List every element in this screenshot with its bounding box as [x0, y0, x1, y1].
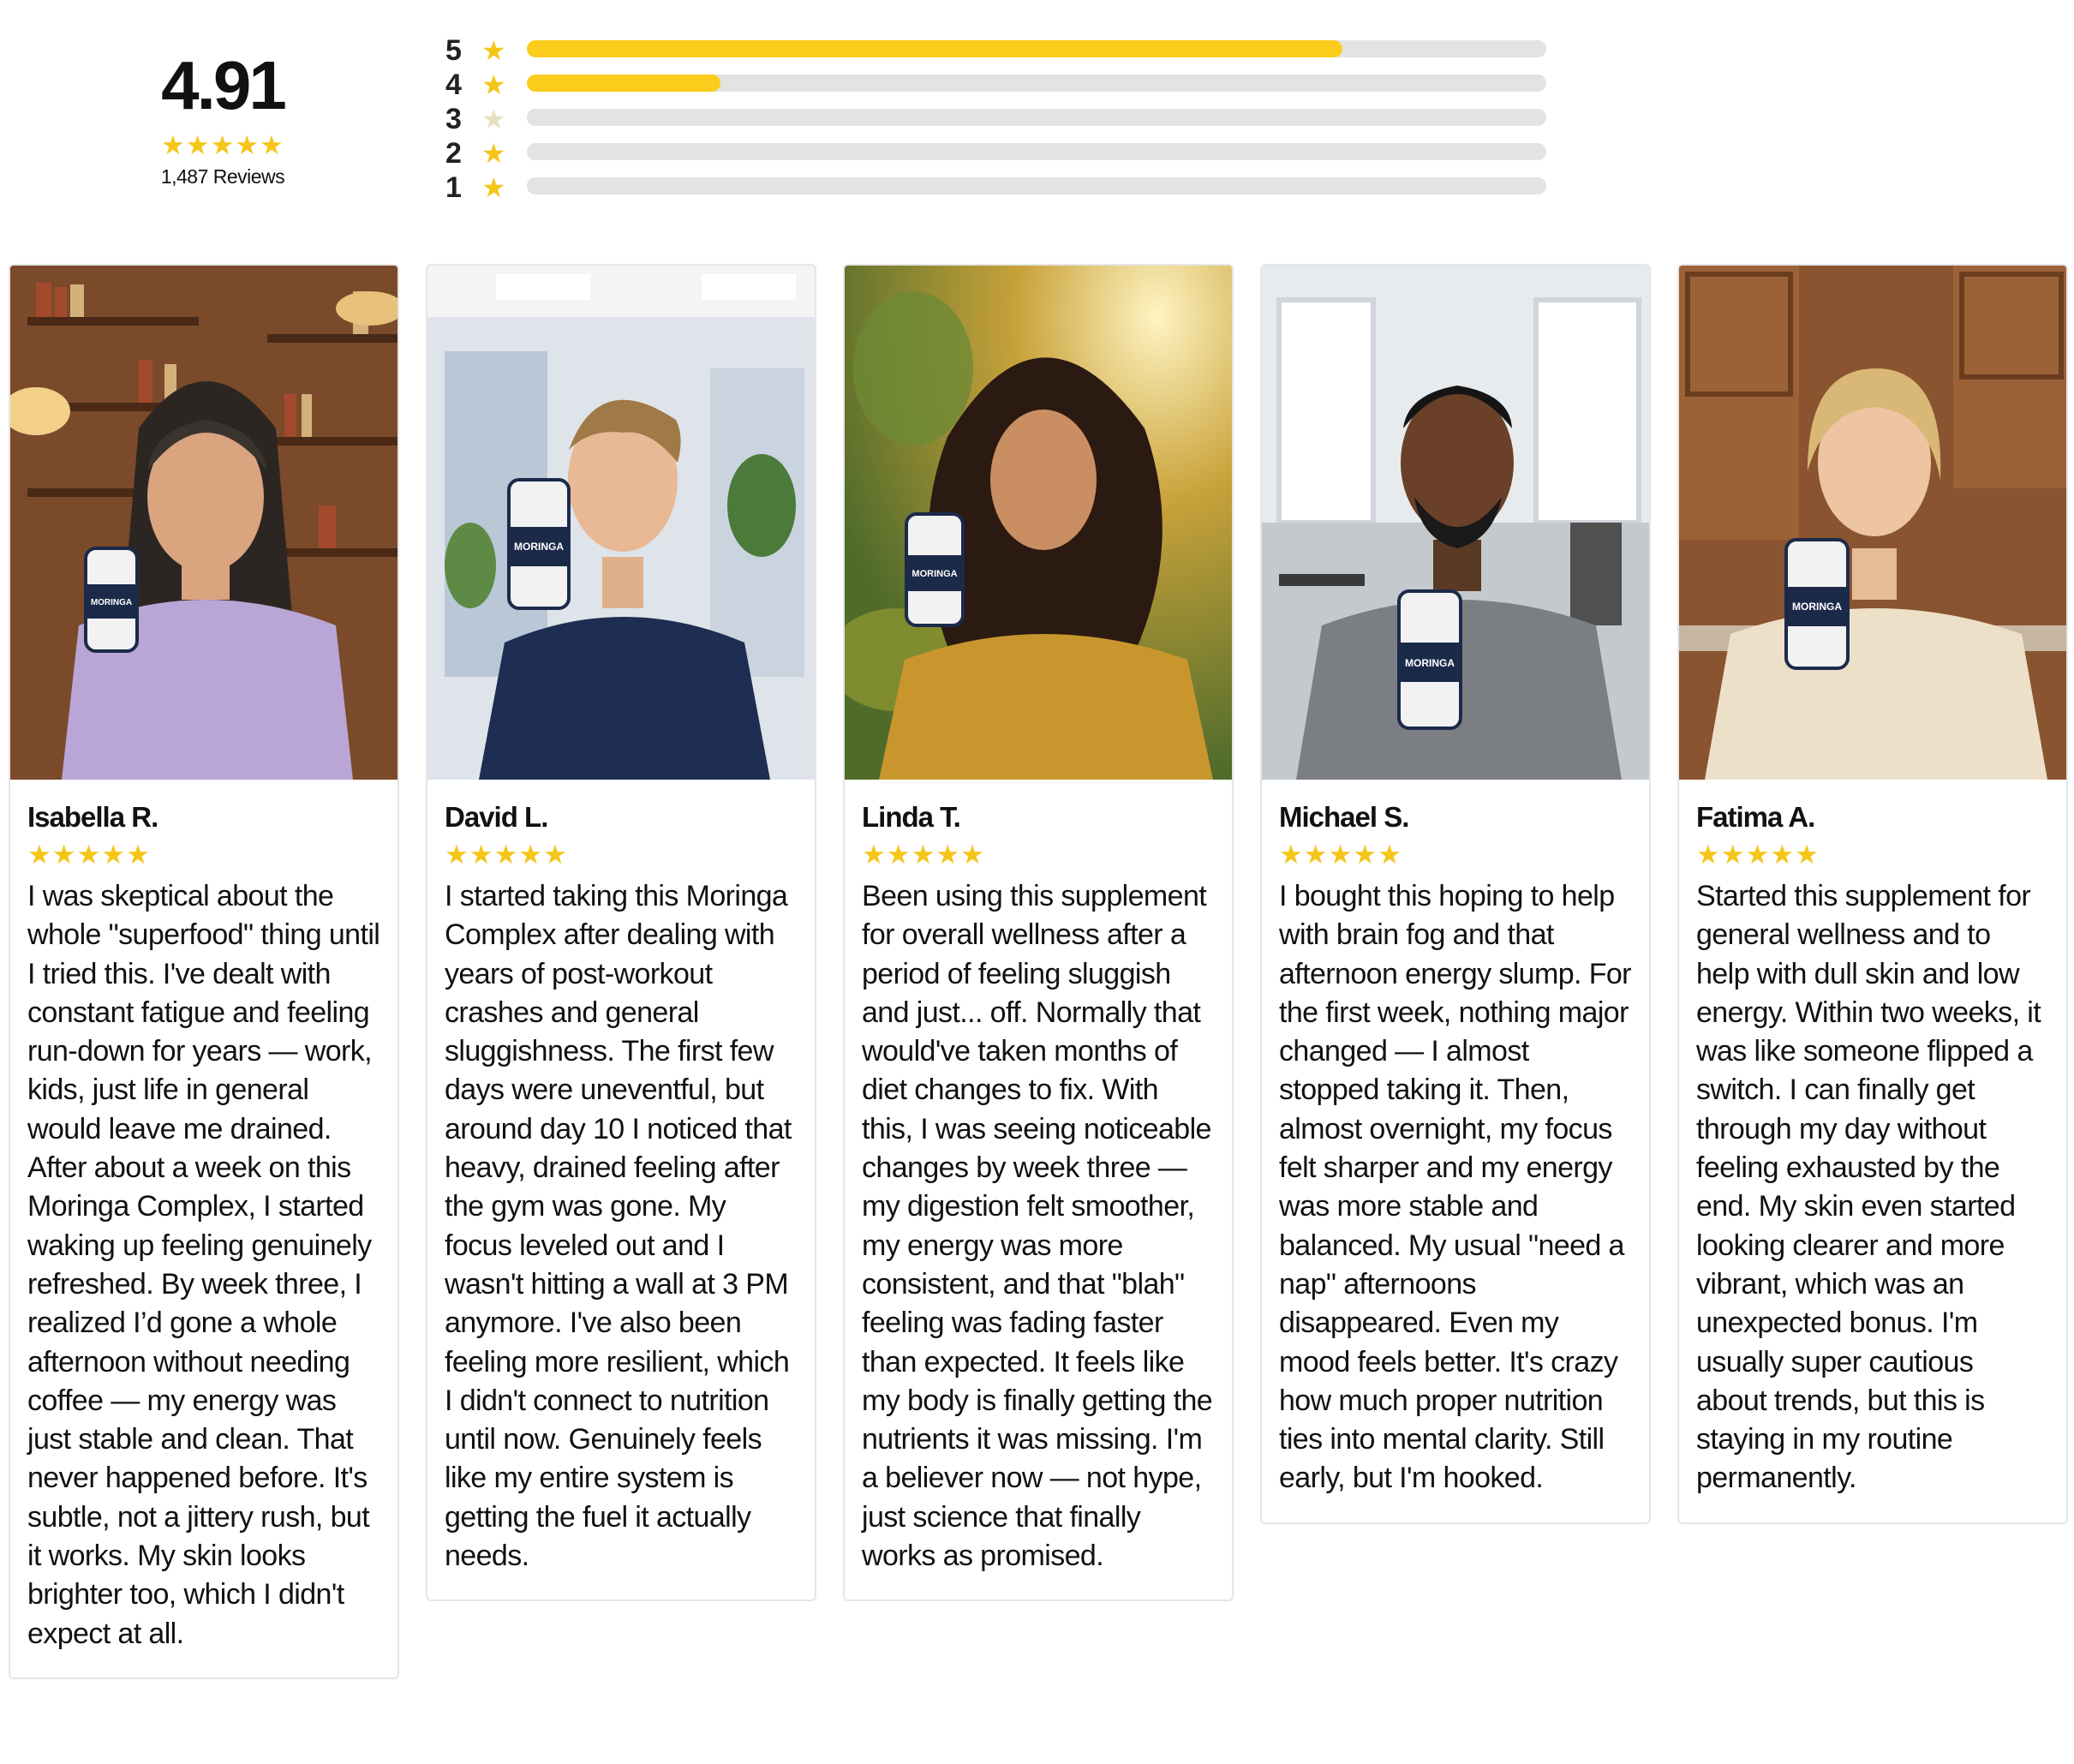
rating-bar-track [527, 75, 1546, 92]
rating-row-3[interactable] [445, 103, 1551, 137]
rating-row-4[interactable] [445, 69, 1551, 103]
rating-row-5[interactable] [445, 34, 1551, 69]
rating-bar-track [527, 177, 1546, 194]
average-stars: ★★★★★ [161, 130, 284, 160]
rating-row-1[interactable] [445, 171, 1551, 206]
rating-row-label: 2 [445, 137, 462, 170]
review-text: I bought this hoping to help with brain fog and that afternoon energy slump. For the first week, nothing major changed — I almost stopped taking it. Then, almost overnight, my focus felt sharper and my energy was more stable and balanced. My usual "need a nap" afternoons disappeared. Even my mood feels better. It's crazy how much proper nutrition ties into mental clarity. Still early, but I'm hooked. [1279, 880, 1631, 1495]
bottle-label: MORINGA [1405, 657, 1455, 669]
review-text: I started taking this Moringa Complex after dealing with years of post-workout crashes and general sluggishness. The first few days were uneventful, but around day 10 I noticed that heavy, drained feeling after the gym was gone. My focus leveled out and I wasn't hitting a wall at 3 PM anymore. I've also been feeling more resilient, which I didn't connect to nutrition until now. Genuinely feels like my entire system is getting the fuel it actually needs. [445, 880, 792, 1573]
rating-summary [129, 47, 317, 188]
star-icon: ★ [481, 172, 506, 203]
reviewer-name: Michael S. [1279, 801, 1409, 833]
review-stars: ★★★★★ [445, 840, 568, 870]
rating-row-label: 1 [445, 171, 462, 204]
review-stars: ★★★★★ [27, 840, 151, 870]
reviewer-name: Linda T. [862, 801, 960, 833]
star-icon: ★ [481, 104, 506, 135]
rating-row-label: 5 [445, 34, 462, 67]
review-count: 1,487 Reviews [160, 165, 285, 188]
reviewer-photo [10, 266, 397, 780]
review-card[interactable] [426, 264, 816, 1601]
review-text: I was skeptical about the whole "superfood" thing until I tried this. I've dealt with constant fatigue and feeling run-down for years — work, kids, just life in general would leave me drained. After about a week on this Moringa Complex, I started waking up feeling genuinely refreshed. By week three, I realized I’d gone a whole afternoon without needing coffee — my energy was just stable and clean. That never happened before. It's subtle, not a jittery rush, but it works. My skin looks brighter too, which I didn't expect at all. [27, 880, 380, 1650]
review-text: Started this supplement for general wellness and to help with dull skin and low energy. Within two weeks, it was like someone flipped a switch. I can finally get through my day without feeling exhausted by the end. My skin even started looking clearer and more vibrant, which was an unexpected bonus. I'm usually super cautious about trends, but this is staying in my routine permanently. [1696, 880, 2041, 1495]
rating-bar-track [527, 40, 1546, 57]
rating-bar-fill [527, 75, 720, 92]
star-icon: ★ [481, 69, 506, 100]
reviewer-photo [1679, 266, 2066, 780]
reviewer-photo [1262, 266, 1649, 780]
bottle-label: MORINGA [90, 598, 133, 607]
rating-bar-track [527, 143, 1546, 160]
bottle-label: MORINGA [911, 569, 958, 579]
star-icon: ★ [481, 138, 506, 169]
review-card[interactable] [843, 264, 1234, 1601]
reviewer-photo [845, 266, 1232, 780]
reviewer-name: Fatima A. [1696, 801, 1815, 833]
reviewer-photo-illustration [1679, 266, 2066, 780]
review-stars: ★★★★★ [1279, 840, 1402, 870]
star-icon: ★ [481, 35, 506, 66]
rating-row-2[interactable] [445, 137, 1551, 171]
bottle-label: MORINGA [1792, 601, 1842, 613]
reviewer-photo-illustration [845, 266, 1232, 780]
average-rating: 4.91 [161, 47, 284, 123]
reviewer-photo [427, 266, 815, 780]
rating-row-label: 4 [445, 69, 462, 101]
reviewer-name: Isabella R. [27, 801, 158, 833]
review-card[interactable] [1677, 264, 2068, 1524]
bottle-label: MORINGA [514, 541, 564, 553]
review-stars: ★★★★★ [1696, 840, 1820, 870]
review-card[interactable] [9, 264, 399, 1679]
rating-distribution [445, 34, 1551, 206]
rating-bar-track [527, 109, 1546, 126]
reviewer-photo-illustration [1262, 266, 1649, 780]
review-text: Been using this supplement for overall wellness after a period of feeling sluggish and just... off. Normally that would've taken months of diet changes to fix. With this, I was seeing noticeable changes by week three — my digestion felt smoother, my energy was more consistent, and that "blah" feeling was fading faster than expected. It feels like my body is finally getting the nutrients it was missing. I'm a believer now — not hype, just science that finally works as promised. [862, 880, 1213, 1573]
reviewer-name: David L. [445, 801, 548, 833]
review-stars: ★★★★★ [862, 840, 985, 870]
reviewer-photo-illustration [427, 266, 815, 780]
review-card[interactable] [1260, 264, 1651, 1524]
reviewer-photo-illustration [10, 266, 397, 780]
rating-row-label: 3 [445, 103, 462, 135]
rating-bar-fill [527, 40, 1342, 57]
